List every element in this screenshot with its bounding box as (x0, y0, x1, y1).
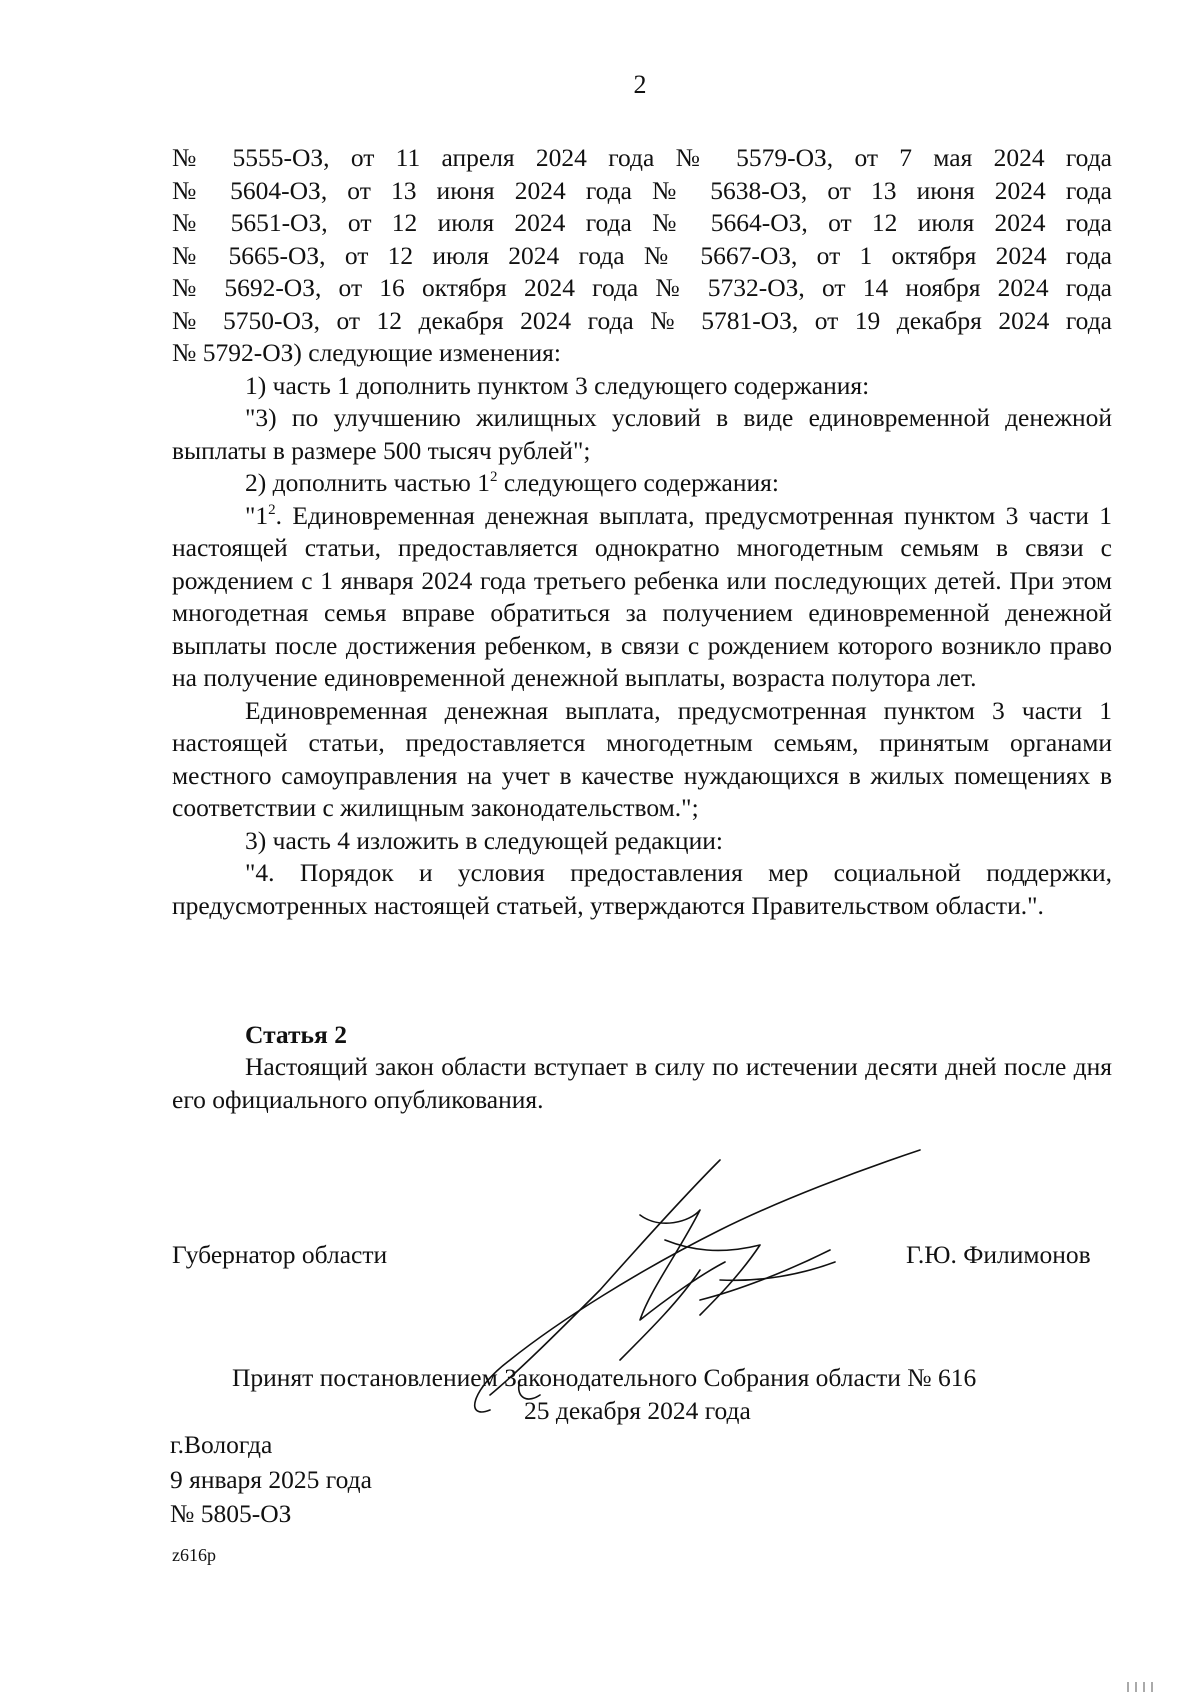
document-code: z616p (172, 1545, 216, 1565)
item-2-post: следующего содержания: (497, 468, 779, 497)
article-2-text: Настоящий закон области вступает в силу по истечении десяти дней после дня его официального опубликования. (172, 1052, 1112, 1114)
item-3: 3) часть 4 изложить в следующей редакции: (245, 825, 723, 855)
intro-line: № 5692-ОЗ, от 16 октября 2024 года № 5732-ОЗ, от 14 ноября 2024 года (172, 273, 1112, 302)
item-2 (172, 467, 1112, 500)
adoption-line-1: Принят постановлением Законодательного Собрания области № 616 (232, 1363, 977, 1392)
intro-last-line: № 5792-ОЗ) следующие изменения: (172, 338, 561, 367)
intro-line: № 5665-ОЗ, от 12 июля 2024 года № 5667-ОЗ, от 1 октября 2024 года (172, 240, 1112, 270)
article-2-body (172, 1051, 1112, 1116)
intro-line: № 5604-ОЗ, от 13 июня 2024 года № 5638-ОЗ, от 13 июня 2024 года (172, 175, 1112, 205)
article-2-heading: Статья 2 (245, 1020, 347, 1049)
item-2-pre: 2) дополнить частью 1 (245, 468, 490, 497)
adoption-line-2: 25 декабря 2024 года (524, 1396, 751, 1425)
signing-date: 9 января 2025 года (170, 1465, 372, 1494)
intro-line: № 5651-ОЗ, от 12 июля 2024 года № 5664-ОЗ, от 12 июля 2024 года (172, 208, 1112, 237)
law-number: № 5805-ОЗ (170, 1499, 292, 1528)
item-1: 1) часть 1 дополнить пунктом 3 следующего содержания: (245, 370, 870, 400)
intro-line: № 5750-ОЗ, от 12 декабря 2024 года № 5781-ОЗ, от 19 декабря 2024 года (172, 305, 1112, 335)
governor-name: Г.Ю. Филимонов (906, 1240, 1091, 1269)
place: г.Вологда (170, 1430, 273, 1459)
intro-line: № 5555-ОЗ, от 11 апреля 2024 года № 5579-ОЗ, от 7 мая 2024 года (172, 143, 1112, 172)
item-1-text: "3) по улучшению жилищных условий в виде единовременной денежной выплаты в размере 500 тысяч рублей"; (172, 403, 1112, 465)
page-number: 2 (633, 70, 647, 99)
governor-position: Губернатор области (172, 1240, 388, 1269)
amendments-body (172, 142, 1112, 922)
quote-post: . Единовременная денежная выплата, предусмотренная пунктом 3 части 1 настоящей статьи, предоставляется однократно многодетным семьям в связи с рождением с 1 января 2024 года третьего ребенка или последующих детей. При этом многодетная семья вправе обратиться за получением единовременной денежной выплаты после достижения ребенком, в связи с рождением которого возникло право на получение единовременной денежной выплаты, возраста полутора лет. (172, 500, 1112, 692)
quoted-part-1-2 (172, 500, 1112, 695)
superscript: 2 (489, 469, 498, 485)
quoted-paragraph-2: Единовременная денежная выплата, предусмотренная пунктом 3 части 1 настоящей статьи, предоставляется многодетным семьям, принятым органами местного самоуправления на учет в качестве нуждающихся в жилых помещениях в соответствии с жилищным законодательством."; (172, 695, 1112, 822)
quote-pre: "1 (245, 500, 269, 530)
scan-tick-marks (1124, 1680, 1164, 1692)
item-3-text: "4. Порядок и условия предоставления мер социальной поддержки, предусмотренных настоящей статьей, утверждаются Правительством области.". (172, 858, 1112, 920)
superscript: 2 (268, 501, 276, 518)
